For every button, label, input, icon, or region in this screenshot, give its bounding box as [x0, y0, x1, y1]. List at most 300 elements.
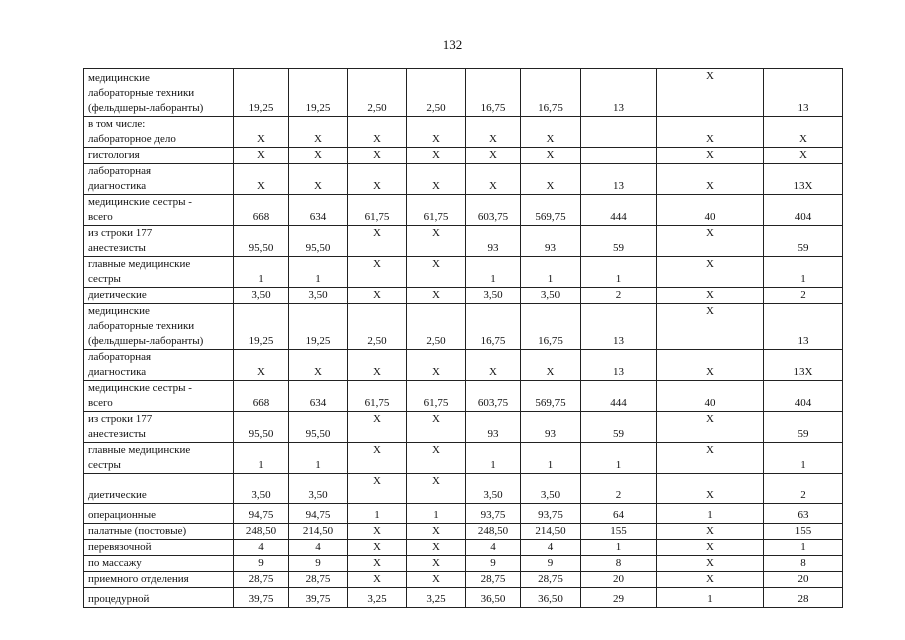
table-cell — [657, 304, 764, 350]
cell-value: 2 — [800, 289, 806, 301]
table-cell — [581, 226, 657, 257]
table-cell — [407, 540, 466, 556]
table-cell — [348, 226, 407, 257]
cell-value: X — [799, 149, 807, 161]
cell-value: 9 — [490, 557, 496, 569]
table-row — [84, 257, 843, 288]
table-cell — [348, 412, 407, 443]
cell-value: 1 — [315, 459, 321, 471]
table-cell — [289, 288, 348, 304]
table-cell — [234, 572, 289, 588]
cell-value: 59 — [797, 242, 809, 254]
table-cell — [581, 148, 657, 164]
cell-value: 93,75 — [480, 509, 506, 521]
table-cell — [521, 443, 581, 474]
cell-value: 1 — [490, 273, 496, 285]
cell-value: 1 — [490, 459, 496, 471]
table-cell — [764, 304, 843, 350]
table-cell — [348, 350, 407, 381]
cell-value: 61,75 — [364, 211, 390, 223]
table-cell — [289, 588, 348, 608]
cell-value: X — [546, 180, 555, 192]
table-cell — [581, 504, 657, 524]
table-cell — [289, 572, 348, 588]
table-cell — [466, 148, 521, 164]
cell-value: 8 — [800, 557, 806, 569]
table-cell — [348, 257, 407, 288]
table-cell — [234, 474, 289, 504]
table-cell — [581, 304, 657, 350]
cell-value: X — [314, 149, 322, 161]
table-cell — [234, 443, 289, 474]
cell-value: 40 — [704, 397, 716, 409]
cell-value: 2 — [615, 289, 622, 301]
cell-value: X — [373, 366, 381, 378]
cell-value: X — [489, 133, 497, 145]
cell-value: 19,25 — [248, 102, 274, 114]
table-cell — [234, 540, 289, 556]
table-cell — [764, 572, 843, 588]
row-label: перевязочной — [84, 540, 234, 556]
cell-value: X — [432, 149, 440, 161]
table-cell — [234, 524, 289, 540]
cell-value: 13 — [613, 180, 624, 192]
cell-value: 4 — [490, 541, 496, 553]
cell-upper-value: X — [373, 258, 381, 270]
table-cell — [348, 148, 407, 164]
cell-value: 19,25 — [305, 335, 331, 347]
cell-value: 444 — [610, 397, 627, 409]
table-cell — [657, 412, 764, 443]
row-label: главные медицинские сестры — [84, 257, 234, 288]
table-cell — [657, 148, 764, 164]
table-cell — [466, 195, 521, 226]
table-cell — [289, 69, 348, 117]
cell-value: 3,50 — [540, 289, 561, 301]
cell-value: 1 — [615, 459, 622, 471]
table-cell — [407, 524, 466, 540]
table-cell — [466, 226, 521, 257]
cell-value: 4 — [315, 541, 321, 553]
table-cell — [348, 288, 407, 304]
cell-value: X — [432, 557, 440, 569]
table-cell — [289, 257, 348, 288]
table-cell — [521, 257, 581, 288]
cell-upper-value: X — [432, 444, 440, 456]
table-cell — [581, 540, 657, 556]
cell-upper-value: X — [706, 258, 714, 270]
row-label: медицинские сестры - всего — [84, 381, 234, 412]
table-cell — [289, 474, 348, 504]
cell-value: X — [546, 149, 555, 161]
table-cell — [234, 226, 289, 257]
table-row — [84, 117, 843, 148]
cell-value: 3,50 — [483, 489, 503, 501]
cell-value: X — [432, 541, 440, 553]
table-cell — [764, 540, 843, 556]
table-cell — [764, 556, 843, 572]
row-label: из строки 177 анестезисты — [84, 412, 234, 443]
cell-value: 93,75 — [538, 509, 563, 521]
cell-value: 1 — [800, 541, 806, 553]
row-label: гистология — [84, 148, 234, 164]
table-cell — [234, 381, 289, 412]
cell-value: X — [706, 489, 714, 501]
table-cell — [234, 588, 289, 608]
table-cell — [521, 588, 581, 608]
table-cell — [407, 474, 466, 504]
staffing-table — [83, 68, 843, 608]
cell-value: 20 — [797, 573, 809, 585]
cell-value: 3,25 — [426, 593, 446, 605]
cell-value: 3,50 — [540, 489, 561, 501]
table-cell — [521, 117, 581, 148]
row-label: из строки 177 анестезисты — [84, 226, 234, 257]
table-cell — [657, 288, 764, 304]
cell-value: 28,75 — [248, 573, 274, 585]
table-cell — [521, 69, 581, 117]
cell-value: 8 — [615, 557, 622, 569]
table-cell — [764, 257, 843, 288]
table-cell — [466, 504, 521, 524]
cell-upper-value: X — [706, 444, 714, 456]
table-cell — [521, 572, 581, 588]
cell-value: 634 — [309, 211, 327, 223]
table-cell — [521, 524, 581, 540]
table-cell — [348, 304, 407, 350]
cell-value: 95,50 — [305, 242, 331, 254]
table-row — [84, 556, 843, 572]
table-cell — [466, 540, 521, 556]
cell-value: X — [314, 133, 322, 145]
cell-value: 36,50 — [480, 593, 506, 605]
cell-value: 28,75 — [305, 573, 331, 585]
table-cell — [466, 350, 521, 381]
table-cell — [466, 164, 521, 195]
table-cell — [657, 540, 764, 556]
table-cell — [348, 117, 407, 148]
table-cell — [407, 412, 466, 443]
table-row — [84, 148, 843, 164]
table-cell — [407, 443, 466, 474]
table-cell — [289, 195, 348, 226]
cell-upper-value: X — [373, 413, 381, 425]
cell-upper-value: X — [432, 413, 440, 425]
table-cell — [764, 117, 843, 148]
cell-value: 13 — [613, 102, 624, 114]
table-cell — [581, 288, 657, 304]
cell-value: X — [314, 180, 322, 192]
table-cell — [764, 443, 843, 474]
table-cell — [234, 504, 289, 524]
table-cell — [407, 572, 466, 588]
cell-value: 248,50 — [477, 525, 509, 537]
table-cell — [466, 304, 521, 350]
cell-value: X — [432, 366, 440, 378]
cell-value: X — [373, 573, 381, 585]
cell-value: 248,50 — [245, 525, 277, 537]
cell-value: X — [432, 573, 440, 585]
cell-value: 3,50 — [308, 289, 328, 301]
table-cell — [581, 412, 657, 443]
cell-value: X — [373, 541, 381, 553]
table-cell — [521, 148, 581, 164]
table-row — [84, 304, 843, 350]
table-row — [84, 288, 843, 304]
cell-value: 1 — [615, 541, 622, 553]
cell-value: 2,50 — [426, 102, 446, 114]
table-cell — [289, 381, 348, 412]
cell-value: 9 — [258, 557, 264, 569]
table-cell — [521, 381, 581, 412]
cell-value: 404 — [794, 397, 812, 409]
cell-value: 95,50 — [305, 428, 331, 440]
table-cell — [657, 572, 764, 588]
table-cell — [521, 412, 581, 443]
table-cell — [581, 195, 657, 226]
table-cell — [234, 556, 289, 572]
cell-value: 13 — [797, 102, 809, 114]
row-label: в том числе: лабораторное дело — [84, 117, 234, 148]
table-cell — [657, 164, 764, 195]
table-cell — [764, 226, 843, 257]
cell-value: 28,75 — [480, 573, 506, 585]
cell-value: 59 — [797, 428, 809, 440]
cell-value: X — [373, 289, 381, 301]
table-cell — [466, 556, 521, 572]
cell-value: 9 — [547, 557, 554, 569]
cell-value: 16,75 — [538, 102, 563, 114]
page-number: 132 — [442, 37, 463, 52]
table-cell — [764, 164, 843, 195]
table-cell — [521, 288, 581, 304]
table-cell — [581, 69, 657, 117]
cell-value: 4 — [258, 541, 264, 553]
table-cell — [466, 588, 521, 608]
cell-value: 3,50 — [308, 489, 328, 501]
table-cell — [764, 524, 843, 540]
table-cell — [407, 504, 466, 524]
cell-value: 64 — [613, 509, 624, 521]
table-row — [84, 588, 843, 608]
table-cell — [289, 524, 348, 540]
table-cell — [348, 164, 407, 195]
table-cell — [466, 524, 521, 540]
table-cell — [764, 381, 843, 412]
cell-upper-value: X — [706, 70, 714, 82]
cell-upper-value: X — [432, 475, 440, 487]
row-label: лабораторная диагностика — [84, 164, 234, 195]
cell-value: 668 — [252, 211, 270, 223]
cell-value: X — [706, 557, 714, 569]
table-row — [84, 226, 843, 257]
cell-value: X — [257, 133, 265, 145]
cell-value: X — [706, 180, 714, 192]
table-cell — [581, 443, 657, 474]
cell-value: 2 — [800, 489, 806, 501]
cell-value: 39,75 — [248, 593, 274, 605]
cell-value: X — [432, 289, 440, 301]
row-label: операционные — [84, 504, 234, 524]
table-cell — [581, 381, 657, 412]
table-cell — [657, 381, 764, 412]
table-cell — [234, 164, 289, 195]
cell-value: 1 — [258, 459, 264, 471]
table-cell — [466, 117, 521, 148]
cell-value: 93 — [487, 242, 499, 254]
row-label: по массажу — [84, 556, 234, 572]
table-row — [84, 524, 843, 540]
table-cell — [521, 556, 581, 572]
cell-value: 1 — [315, 273, 321, 285]
cell-upper-value: X — [432, 227, 440, 239]
cell-upper-value: X — [432, 258, 440, 270]
cell-upper-value: X — [373, 227, 381, 239]
row-label: главные медицинские сестры — [84, 443, 234, 474]
table-cell — [466, 288, 521, 304]
table-cell — [521, 540, 581, 556]
row-label: лабораторная диагностика — [84, 350, 234, 381]
table-cell — [289, 148, 348, 164]
row-label: палатные (постовые) — [84, 524, 234, 540]
cell-value: 94,75 — [248, 509, 274, 521]
cell-value: X — [257, 180, 265, 192]
cell-value: 3,50 — [483, 289, 503, 301]
cell-value: 20 — [613, 573, 624, 585]
cell-value: X — [799, 133, 807, 145]
table-cell — [348, 588, 407, 608]
table-cell — [521, 350, 581, 381]
table-cell — [581, 572, 657, 588]
cell-value: X — [373, 557, 381, 569]
table-cell — [657, 504, 764, 524]
table-row — [84, 195, 843, 226]
cell-value: 29 — [613, 593, 624, 605]
cell-value: X — [489, 149, 497, 161]
table-cell — [289, 443, 348, 474]
table-row — [84, 572, 843, 588]
table-cell — [289, 350, 348, 381]
table-cell — [289, 117, 348, 148]
table-cell — [407, 257, 466, 288]
table-cell — [289, 412, 348, 443]
row-label: диетические — [84, 474, 234, 504]
cell-value: 1 — [374, 509, 380, 521]
table-cell — [407, 148, 466, 164]
cell-value: 13X — [793, 366, 813, 378]
table-cell — [581, 556, 657, 572]
table-cell — [521, 474, 581, 504]
cell-value: 1 — [547, 273, 554, 285]
cell-value: X — [546, 133, 555, 145]
cell-value: 16,75 — [538, 335, 563, 347]
table-cell — [289, 540, 348, 556]
table-cell — [234, 69, 289, 117]
cell-value: 3,50 — [251, 289, 271, 301]
cell-value: 13X — [793, 180, 813, 192]
cell-value: 668 — [252, 397, 270, 409]
cell-value: 59 — [613, 428, 624, 440]
table-cell — [657, 443, 764, 474]
table-cell — [466, 257, 521, 288]
table-cell — [657, 257, 764, 288]
table-cell — [657, 117, 764, 148]
table-cell — [764, 350, 843, 381]
table-cell — [657, 524, 764, 540]
table-cell — [764, 412, 843, 443]
cell-value: 2,50 — [367, 102, 387, 114]
cell-value: 36,50 — [538, 593, 563, 605]
table-cell — [466, 572, 521, 588]
cell-value: X — [489, 366, 497, 378]
cell-value: 28 — [797, 593, 809, 605]
table-cell — [234, 195, 289, 226]
cell-value: 603,75 — [477, 211, 509, 223]
table-cell — [764, 288, 843, 304]
cell-value: 19,25 — [305, 102, 331, 114]
table-cell — [521, 164, 581, 195]
table-cell — [348, 69, 407, 117]
table-cell — [521, 504, 581, 524]
cell-value: 214,50 — [535, 525, 566, 537]
cell-value: 61,75 — [364, 397, 390, 409]
cell-value: 13 — [613, 335, 624, 347]
table-cell — [581, 524, 657, 540]
cell-value: X — [373, 133, 381, 145]
cell-value: 61,75 — [423, 397, 449, 409]
cell-value: 444 — [610, 211, 627, 223]
table-cell — [234, 148, 289, 164]
row-label: медицинские лабораторные техники (фельдшеры-лаборанты) — [84, 304, 234, 350]
table-cell — [657, 69, 764, 117]
table-cell — [289, 556, 348, 572]
table-cell — [348, 504, 407, 524]
cell-value: 2,50 — [367, 335, 387, 347]
cell-value: 1 — [258, 273, 264, 285]
cell-upper-value: X — [373, 475, 381, 487]
cell-value: X — [706, 133, 714, 145]
cell-value: X — [257, 149, 265, 161]
cell-value: 16,75 — [480, 102, 506, 114]
cell-value: X — [706, 366, 714, 378]
table-row — [84, 540, 843, 556]
table-cell — [581, 474, 657, 504]
cell-value: 2 — [615, 489, 622, 501]
cell-value: 155 — [610, 525, 627, 537]
table-cell — [348, 556, 407, 572]
table-cell — [581, 350, 657, 381]
table-cell — [764, 504, 843, 524]
cell-value: 40 — [704, 211, 716, 223]
table-cell — [466, 381, 521, 412]
table-cell — [348, 443, 407, 474]
row-label: приемного отделения — [84, 572, 234, 588]
row-label: диетические — [84, 288, 234, 304]
cell-value: 1 — [615, 273, 622, 285]
cell-value: X — [314, 366, 322, 378]
table-cell — [407, 556, 466, 572]
table-cell — [581, 588, 657, 608]
cell-value: 9 — [315, 557, 321, 569]
cell-value: X — [257, 366, 265, 378]
cell-value: 3,50 — [251, 489, 271, 501]
cell-value: 19,25 — [248, 335, 274, 347]
table-cell — [657, 556, 764, 572]
table-row — [84, 443, 843, 474]
table-cell — [234, 304, 289, 350]
table-cell — [289, 226, 348, 257]
table-row — [84, 504, 843, 524]
